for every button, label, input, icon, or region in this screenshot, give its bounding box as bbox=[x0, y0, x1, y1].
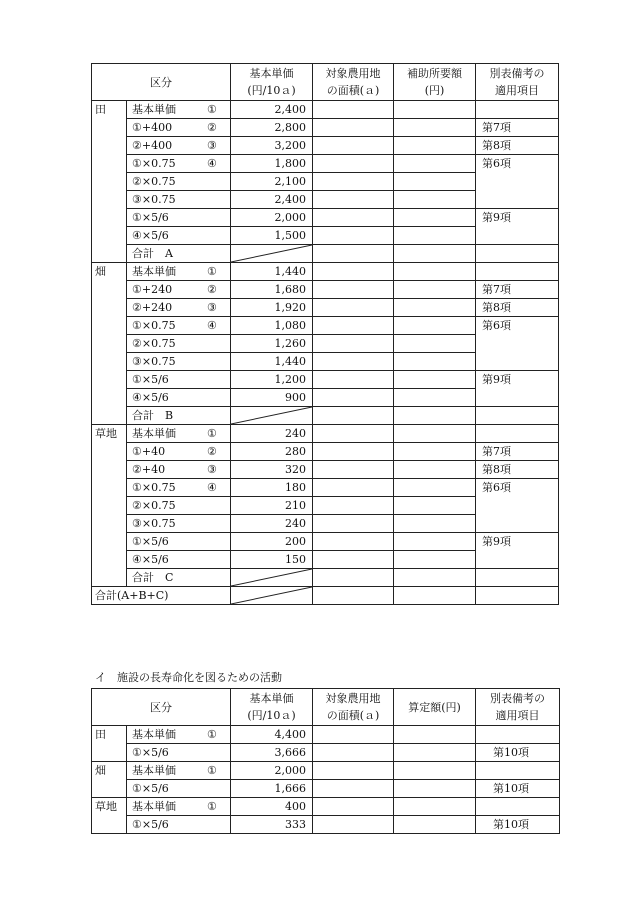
amount-cell bbox=[394, 173, 476, 191]
unit-price-cell: 1,920 bbox=[231, 299, 313, 317]
longevity-table-body bbox=[92, 689, 560, 834]
table-row bbox=[92, 155, 559, 173]
row-label: ①+240 bbox=[132, 283, 173, 296]
table-row bbox=[92, 533, 559, 551]
category-cell: 畑 bbox=[92, 762, 127, 798]
category-cell: 草地 bbox=[92, 425, 127, 587]
subtotal-label: 合計 A bbox=[127, 245, 231, 263]
remark-cell: 第8項 bbox=[476, 137, 559, 155]
row-label-cell bbox=[127, 798, 231, 816]
unit-price-cell: 2,400 bbox=[231, 101, 313, 119]
area-cell bbox=[313, 762, 394, 780]
row-label-cell bbox=[127, 816, 231, 834]
grand-total-label: 合計(A+B+C) bbox=[92, 587, 231, 605]
row-label: ④×5/6 bbox=[132, 553, 169, 566]
row-label-cell bbox=[127, 335, 231, 353]
amount-cell bbox=[394, 245, 476, 263]
category-cell: 草地 bbox=[92, 798, 127, 834]
header-area bbox=[313, 64, 394, 101]
header-area bbox=[313, 689, 394, 726]
row-label-cell bbox=[127, 317, 231, 335]
unit-price-cell: 2,100 bbox=[231, 173, 313, 191]
header-remarks-line1: 別表備考の bbox=[490, 692, 545, 705]
area-cell bbox=[313, 155, 394, 173]
category-cell: 田 bbox=[92, 101, 127, 263]
header-area-line2: の面積(ａ) bbox=[326, 709, 380, 722]
amount-cell bbox=[394, 119, 476, 137]
row-label: ①×0.75 bbox=[132, 319, 176, 332]
area-cell bbox=[313, 407, 394, 425]
table-row bbox=[92, 443, 559, 461]
diagonal-cell bbox=[231, 587, 313, 605]
row-mark: ② bbox=[207, 283, 217, 296]
unit-price-cell: 150 bbox=[231, 551, 313, 569]
row-label: ②×0.75 bbox=[132, 499, 176, 512]
row-label: ④×5/6 bbox=[132, 229, 169, 242]
row-label: 基本単価 bbox=[132, 427, 176, 440]
row-label: ②+40 bbox=[132, 463, 166, 476]
section-caption: イ 施設の長寿命化を図るための活動 bbox=[95, 671, 282, 684]
row-label-cell bbox=[127, 101, 231, 119]
area-cell bbox=[313, 137, 394, 155]
area-cell bbox=[313, 425, 394, 443]
area-cell bbox=[313, 353, 394, 371]
diagonal-line bbox=[231, 569, 312, 586]
row-label: ①×5/6 bbox=[132, 373, 169, 386]
diagonal-line bbox=[231, 587, 312, 604]
unit-price-cell: 1,200 bbox=[231, 371, 313, 389]
calc-amount-cell bbox=[394, 762, 476, 780]
amount-cell bbox=[394, 263, 476, 281]
area-cell bbox=[313, 209, 394, 227]
amount-cell bbox=[394, 389, 476, 407]
unit-price-cell: 210 bbox=[231, 497, 313, 515]
remark-cell bbox=[476, 263, 559, 281]
subsidy-table bbox=[91, 63, 559, 605]
row-label-cell bbox=[127, 353, 231, 371]
row-label: ②×0.75 bbox=[132, 175, 176, 188]
table-row bbox=[92, 762, 560, 780]
row-label: ③×0.75 bbox=[132, 355, 176, 368]
row-mark: ④ bbox=[207, 157, 217, 170]
row-label-cell bbox=[127, 119, 231, 137]
row-mark: ③ bbox=[207, 463, 217, 476]
amount-cell bbox=[394, 191, 476, 209]
row-label-cell bbox=[127, 137, 231, 155]
amount-cell bbox=[394, 407, 476, 425]
row-label: 基本単価 bbox=[132, 764, 176, 777]
unit-price-cell: 1,800 bbox=[231, 155, 313, 173]
amount-cell bbox=[394, 497, 476, 515]
row-label-cell bbox=[127, 443, 231, 461]
remark-cell bbox=[476, 569, 559, 587]
amount-cell bbox=[394, 515, 476, 533]
header-required-line1: 補助所要額 bbox=[407, 67, 462, 80]
subtotal-row bbox=[92, 569, 559, 587]
row-label: 基本単価 bbox=[132, 800, 176, 813]
row-mark: ③ bbox=[207, 301, 217, 314]
header-area-line1: 対象農用地 bbox=[325, 692, 381, 705]
amount-cell bbox=[394, 479, 476, 497]
table-row bbox=[92, 317, 559, 335]
remark-cell: 第7項 bbox=[476, 281, 559, 299]
unit-price-cell: 2,800 bbox=[231, 119, 313, 137]
diagonal-cell bbox=[231, 407, 313, 425]
area-cell bbox=[313, 569, 394, 587]
remark-cell bbox=[476, 245, 559, 263]
area-cell bbox=[313, 744, 394, 762]
area-cell bbox=[313, 281, 394, 299]
header-remarks-line2: 適用項目 bbox=[495, 709, 540, 722]
subsidy-table-body bbox=[92, 64, 559, 605]
table-row bbox=[92, 798, 560, 816]
row-label-cell bbox=[127, 371, 231, 389]
calc-amount-cell bbox=[394, 744, 476, 762]
unit-price-cell: 3,200 bbox=[231, 137, 313, 155]
unit-price-cell: 280 bbox=[231, 443, 313, 461]
unit-price-cell: 240 bbox=[231, 425, 313, 443]
unit-price-cell: 1,440 bbox=[231, 353, 313, 371]
row-label-cell bbox=[127, 191, 231, 209]
category-cell: 畑 bbox=[92, 263, 127, 425]
row-label: ①×0.75 bbox=[132, 481, 176, 494]
remark-cell bbox=[476, 762, 560, 780]
amount-cell bbox=[394, 227, 476, 245]
row-mark: ④ bbox=[207, 481, 217, 494]
row-label: ③×0.75 bbox=[132, 193, 176, 206]
amount-cell bbox=[394, 155, 476, 173]
area-cell bbox=[313, 798, 394, 816]
row-label: ②+400 bbox=[132, 139, 173, 152]
unit-price-cell: 180 bbox=[231, 479, 313, 497]
table-row bbox=[92, 479, 559, 497]
amount-cell bbox=[394, 587, 476, 605]
header-unit-price-line2: (円/10ａ) bbox=[247, 84, 296, 97]
unit-price-cell: 1,666 bbox=[231, 780, 313, 798]
remark-cell: 第10項 bbox=[476, 780, 560, 798]
unit-price-cell: 400 bbox=[231, 798, 313, 816]
area-cell bbox=[313, 533, 394, 551]
category-cell: 田 bbox=[92, 726, 127, 762]
header-unit-price bbox=[231, 64, 313, 101]
amount-cell bbox=[394, 101, 476, 119]
remark-cell: 第8項 bbox=[476, 299, 559, 317]
remark-cell: 第9項 bbox=[476, 533, 559, 569]
area-cell bbox=[313, 461, 394, 479]
remark-cell: 第10項 bbox=[476, 744, 560, 762]
row-label-cell bbox=[127, 263, 231, 281]
amount-cell bbox=[394, 569, 476, 587]
row-mark: ② bbox=[207, 121, 217, 134]
row-label-cell bbox=[127, 425, 231, 443]
diagonal-line bbox=[231, 407, 312, 424]
diagonal-cell bbox=[231, 569, 313, 587]
header-kubun: 区分 bbox=[92, 689, 231, 726]
unit-price-cell: 1,680 bbox=[231, 281, 313, 299]
remark-cell bbox=[476, 101, 559, 119]
row-label-cell bbox=[127, 173, 231, 191]
area-cell bbox=[313, 371, 394, 389]
row-label-cell bbox=[127, 533, 231, 551]
area-cell bbox=[313, 335, 394, 353]
amount-cell bbox=[394, 281, 476, 299]
unit-price-cell: 333 bbox=[231, 816, 313, 834]
row-label-cell bbox=[127, 461, 231, 479]
remark-cell bbox=[476, 726, 560, 744]
table-row bbox=[92, 461, 559, 479]
header-required-amount bbox=[394, 64, 476, 101]
row-label-cell bbox=[127, 551, 231, 569]
calc-amount-cell bbox=[394, 816, 476, 834]
unit-price-cell: 1,260 bbox=[231, 335, 313, 353]
amount-cell bbox=[394, 461, 476, 479]
row-mark: ① bbox=[207, 764, 217, 777]
table-header-row bbox=[92, 689, 560, 726]
header-kubun: 区分 bbox=[92, 64, 231, 101]
row-label: ①×5/6 bbox=[132, 746, 169, 759]
amount-cell bbox=[394, 353, 476, 371]
unit-price-cell: 2,000 bbox=[231, 209, 313, 227]
row-label: ④×5/6 bbox=[132, 391, 169, 404]
unit-price-cell: 2,000 bbox=[231, 762, 313, 780]
row-label: ①×5/6 bbox=[132, 782, 169, 795]
calc-amount-cell bbox=[394, 780, 476, 798]
header-remarks-line2: 適用項目 bbox=[495, 84, 539, 97]
table-header-row bbox=[92, 64, 559, 101]
row-mark: ③ bbox=[207, 139, 217, 152]
row-label: ③×0.75 bbox=[132, 517, 176, 530]
table-row bbox=[92, 371, 559, 389]
amount-cell bbox=[394, 533, 476, 551]
area-cell bbox=[313, 227, 394, 245]
area-cell bbox=[313, 551, 394, 569]
longevity-table bbox=[91, 688, 560, 834]
header-area-line2: の面積(ａ) bbox=[326, 84, 380, 97]
area-cell bbox=[313, 263, 394, 281]
unit-price-cell: 4,400 bbox=[231, 726, 313, 744]
area-cell bbox=[313, 780, 394, 798]
row-label-cell bbox=[127, 744, 231, 762]
row-mark: ④ bbox=[207, 319, 217, 332]
table-row bbox=[92, 425, 559, 443]
unit-price-cell: 900 bbox=[231, 389, 313, 407]
unit-price-cell: 3,666 bbox=[231, 744, 313, 762]
area-cell bbox=[313, 389, 394, 407]
table-row bbox=[92, 119, 559, 137]
amount-cell bbox=[394, 425, 476, 443]
row-mark: ① bbox=[207, 103, 217, 116]
area-cell bbox=[313, 245, 394, 263]
remark-cell bbox=[476, 425, 559, 443]
row-label: 基本単価 bbox=[132, 103, 176, 116]
remark-cell bbox=[476, 407, 559, 425]
remark-cell bbox=[476, 798, 560, 816]
header-unit-price-line1: 基本単価 bbox=[249, 67, 294, 80]
table-row bbox=[92, 744, 560, 762]
remark-cell: 第10項 bbox=[476, 816, 560, 834]
calc-amount-cell bbox=[394, 798, 476, 816]
row-mark: ② bbox=[207, 445, 217, 458]
header-remarks-line1: 別表備考の bbox=[489, 67, 545, 80]
row-label-cell bbox=[127, 299, 231, 317]
area-cell bbox=[313, 515, 394, 533]
unit-price-cell: 2,400 bbox=[231, 191, 313, 209]
area-cell bbox=[313, 443, 394, 461]
remark-cell: 第9項 bbox=[476, 371, 559, 407]
remark-cell: 第6項 bbox=[476, 155, 559, 209]
header-unit-price-line1: 基本単価 bbox=[249, 692, 294, 705]
remark-cell bbox=[476, 587, 559, 605]
header-calc-amount: 算定額(円) bbox=[394, 689, 476, 726]
row-label: ②×0.75 bbox=[132, 337, 176, 350]
table-row bbox=[92, 209, 559, 227]
remark-cell: 第7項 bbox=[476, 119, 559, 137]
area-cell bbox=[313, 726, 394, 744]
row-label-cell bbox=[127, 726, 231, 744]
amount-cell bbox=[394, 209, 476, 227]
remark-cell: 第8項 bbox=[476, 461, 559, 479]
area-cell bbox=[313, 101, 394, 119]
amount-cell bbox=[394, 137, 476, 155]
table-row bbox=[92, 299, 559, 317]
remark-cell: 第9項 bbox=[476, 209, 559, 245]
table-row bbox=[92, 263, 559, 281]
diagonal-cell bbox=[231, 245, 313, 263]
area-cell bbox=[313, 479, 394, 497]
unit-price-cell: 1,500 bbox=[231, 227, 313, 245]
header-unit-price-line2: (円/10ａ) bbox=[247, 709, 296, 722]
row-label-cell bbox=[127, 209, 231, 227]
area-cell bbox=[313, 119, 394, 137]
calc-amount-cell bbox=[394, 726, 476, 744]
row-mark: ① bbox=[207, 728, 217, 741]
row-mark: ① bbox=[207, 427, 217, 440]
header-remarks bbox=[476, 689, 560, 726]
row-label: ①×5/6 bbox=[132, 535, 169, 548]
amount-cell bbox=[394, 335, 476, 353]
grand-total-row bbox=[92, 587, 559, 605]
area-cell bbox=[313, 317, 394, 335]
table-row bbox=[92, 816, 560, 834]
subtotal-row bbox=[92, 245, 559, 263]
table-row bbox=[92, 726, 560, 744]
row-mark: ① bbox=[207, 265, 217, 278]
row-label: ①×5/6 bbox=[132, 818, 169, 831]
area-cell bbox=[313, 173, 394, 191]
subtotal-label: 合計 C bbox=[127, 569, 231, 587]
table-row bbox=[92, 137, 559, 155]
row-label-cell bbox=[127, 155, 231, 173]
area-cell bbox=[313, 497, 394, 515]
row-label: ②+240 bbox=[132, 301, 173, 314]
unit-price-cell: 320 bbox=[231, 461, 313, 479]
subtotal-label: 合計 B bbox=[127, 407, 231, 425]
table-row bbox=[92, 101, 559, 119]
table-row bbox=[92, 780, 560, 798]
row-label: 基本単価 bbox=[132, 265, 176, 278]
row-label-cell bbox=[127, 227, 231, 245]
row-label-cell bbox=[127, 389, 231, 407]
unit-price-cell: 240 bbox=[231, 515, 313, 533]
amount-cell bbox=[394, 299, 476, 317]
row-label: ①+400 bbox=[132, 121, 173, 134]
row-label-cell bbox=[127, 780, 231, 798]
header-required-line2: (円) bbox=[424, 84, 445, 97]
remark-cell: 第7項 bbox=[476, 443, 559, 461]
header-unit-price bbox=[231, 689, 313, 726]
row-label-cell bbox=[127, 497, 231, 515]
row-mark: ① bbox=[207, 800, 217, 813]
area-cell bbox=[313, 191, 394, 209]
row-label: ①×0.75 bbox=[132, 157, 176, 170]
row-label: ①+40 bbox=[132, 445, 166, 458]
diagonal-line bbox=[231, 245, 312, 262]
row-label: 基本単価 bbox=[132, 728, 176, 741]
amount-cell bbox=[394, 317, 476, 335]
unit-price-cell: 1,080 bbox=[231, 317, 313, 335]
area-cell bbox=[313, 299, 394, 317]
area-cell bbox=[313, 816, 394, 834]
remark-cell: 第6項 bbox=[476, 479, 559, 533]
table-row bbox=[92, 281, 559, 299]
header-remarks bbox=[476, 64, 559, 101]
unit-price-cell: 1,440 bbox=[231, 263, 313, 281]
amount-cell bbox=[394, 371, 476, 389]
header-area-line1: 対象農用地 bbox=[325, 67, 381, 80]
area-cell bbox=[313, 587, 394, 605]
amount-cell bbox=[394, 551, 476, 569]
remark-cell: 第6項 bbox=[476, 317, 559, 371]
subtotal-row bbox=[92, 407, 559, 425]
row-label-cell bbox=[127, 479, 231, 497]
row-label: ①×5/6 bbox=[132, 211, 169, 224]
row-label-cell bbox=[127, 515, 231, 533]
amount-cell bbox=[394, 443, 476, 461]
row-label-cell bbox=[127, 281, 231, 299]
unit-price-cell: 200 bbox=[231, 533, 313, 551]
row-label-cell bbox=[127, 762, 231, 780]
